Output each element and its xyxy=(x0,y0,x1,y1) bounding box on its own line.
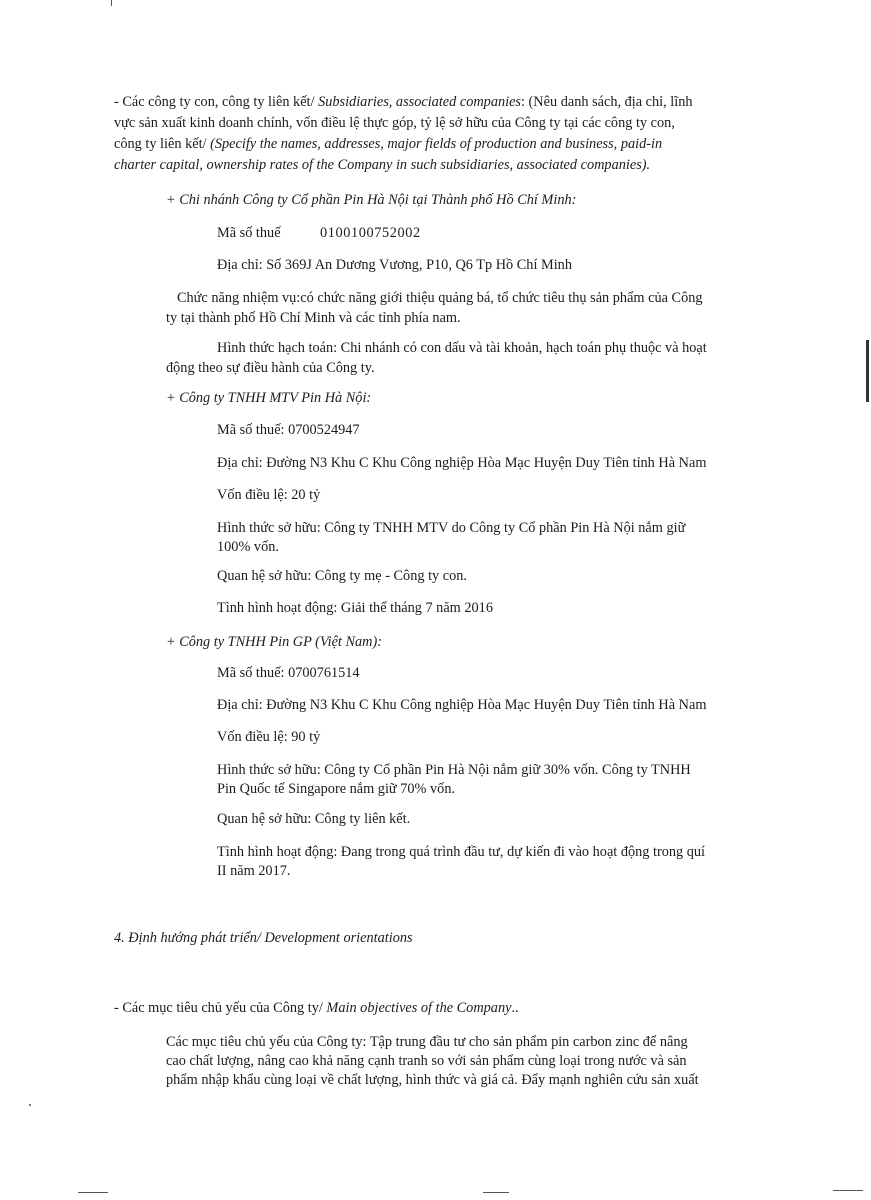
company1-capital: Vốn điều lệ: 20 tỷ xyxy=(217,487,321,503)
intro-line-3 xyxy=(114,134,662,154)
objectives-heading-suffix: .. xyxy=(511,1000,519,1016)
footer-rule-center xyxy=(483,1192,509,1193)
company1-heading: + Công ty TNHH MTV Pin Hà Nội: xyxy=(166,390,372,406)
scan-dot xyxy=(29,1104,31,1106)
branch-tax-value: 0100100752002 xyxy=(320,225,421,241)
intro-line-2: vực sản xuất kinh doanh chính, vốn điều lệ thực góp, tỷ lệ sở hữu của Công ty tại các công ty con, xyxy=(114,115,675,131)
objectives-heading xyxy=(114,998,519,1018)
scan-mark-top xyxy=(111,0,112,6)
company1-ownership-line-1: Hình thức sở hữu: Công ty TNHH MTV do Công ty Cổ phần Pin Hà Nội nắm giữ xyxy=(217,520,686,536)
intro-line-1-suffix: : (Nêu danh sách, địa chỉ, lĩnh xyxy=(521,94,693,110)
scan-mark-right-edge xyxy=(866,340,869,402)
objectives-heading-italic: Main objectives of the Company xyxy=(326,1000,512,1016)
company2-status-line-1: Tình hình hoạt động: Đang trong quá trình đầu tư, dự kiến đi vào hoạt động trong quí xyxy=(217,844,706,860)
objectives-body-line-1: Các mục tiêu chủ yếu của Công ty: Tập trung đầu tư cho sản phẩm pin carbon zinc để nâng xyxy=(166,1034,688,1050)
branch-tax-label: Mã số thuế xyxy=(217,225,281,241)
company2-address: Địa chỉ: Đường N3 Khu C Khu Công nghiệp Hòa Mạc Huyện Duy Tiên tỉnh Hà Nam xyxy=(217,697,707,713)
section4-heading: 4. Định hướng phát triển/ Development orientations xyxy=(114,930,413,946)
intro-line-1-prefix: - Các công ty con, công ty liên kết/ xyxy=(114,94,319,110)
intro-line-1 xyxy=(114,92,693,112)
company2-status-line-2: II năm 2017. xyxy=(217,863,291,879)
objectives-body-line-3: phẩm nhập khẩu cùng loại về chất lượng, hình thức và giá cả. Đẩy mạnh nghiên cứu sản xuất xyxy=(166,1072,699,1088)
footer-rule-left xyxy=(78,1192,108,1193)
intro-line-3-italic: (Specify the names, addresses, major fields of production and business, paid-in xyxy=(210,136,663,152)
company1-tax: Mã số thuế: 0700524947 xyxy=(217,422,360,438)
company1-address: Địa chỉ: Đường N3 Khu C Khu Công nghiệp Hòa Mạc Huyện Duy Tiên tỉnh Hà Nam xyxy=(217,455,707,471)
branch-heading: + Chi nhánh Công ty Cổ phần Pin Hà Nội tại Thành phố Hồ Chí Minh: xyxy=(166,192,577,208)
intro-line-4: charter capital, ownership rates of the Company in such subsidiaries, associated companies). xyxy=(114,157,651,173)
company2-capital: Vốn điều lệ: 90 tỷ xyxy=(217,729,321,745)
company2-relation: Quan hệ sở hữu: Công ty liên kết. xyxy=(217,811,411,827)
company1-relation: Quan hệ sở hữu: Công ty mẹ - Công ty con. xyxy=(217,568,467,584)
objectives-body-line-2: cao chất lượng, nâng cao khả năng cạnh tranh so với sản phẩm cùng loại trong nước và sản xyxy=(166,1053,687,1069)
branch-accounting-line-1: Hình thức hạch toán: Chi nhánh có con dấu và tài khoản, hạch toán phụ thuộc và hoạt xyxy=(217,340,707,356)
company2-ownership-line-1: Hình thức sở hữu: Công ty Cổ phần Pin Hà Nội nắm giữ 30% vốn. Công ty TNHH xyxy=(217,762,691,778)
company1-ownership-line-2: 100% vốn. xyxy=(217,539,279,555)
company2-ownership-line-2: Pin Quốc tế Singapore nắm giữ 70% vốn. xyxy=(217,781,456,797)
objectives-heading-prefix: - Các mục tiêu chủ yếu của Công ty/ xyxy=(114,1000,327,1016)
branch-function-line-1: Chức năng nhiệm vụ:có chức năng giới thiệu quảng bá, tổ chức tiêu thụ sản phẩm của Công xyxy=(177,290,703,306)
branch-function-line-2: ty tại thành phố Hồ Chí Minh và các tỉnh phía nam. xyxy=(166,310,461,326)
footer-rule-right xyxy=(833,1190,863,1191)
branch-address: Địa chỉ: Số 369J An Dương Vương, P10, Q6 Tp Hồ Chí Minh xyxy=(217,257,572,273)
intro-line-3-prefix: công ty liên kết/ xyxy=(114,136,211,152)
company1-status: Tình hình hoạt động: Giải thể tháng 7 năm 2016 xyxy=(217,600,493,616)
intro-line-1-italic: Subsidiaries, associated companies xyxy=(318,94,521,110)
company2-heading: + Công ty TNHH Pin GP (Việt Nam): xyxy=(166,634,383,650)
company2-tax: Mã số thuế: 0700761514 xyxy=(217,665,360,681)
branch-accounting-line-2: động theo sự điều hành của Công ty. xyxy=(166,360,375,376)
